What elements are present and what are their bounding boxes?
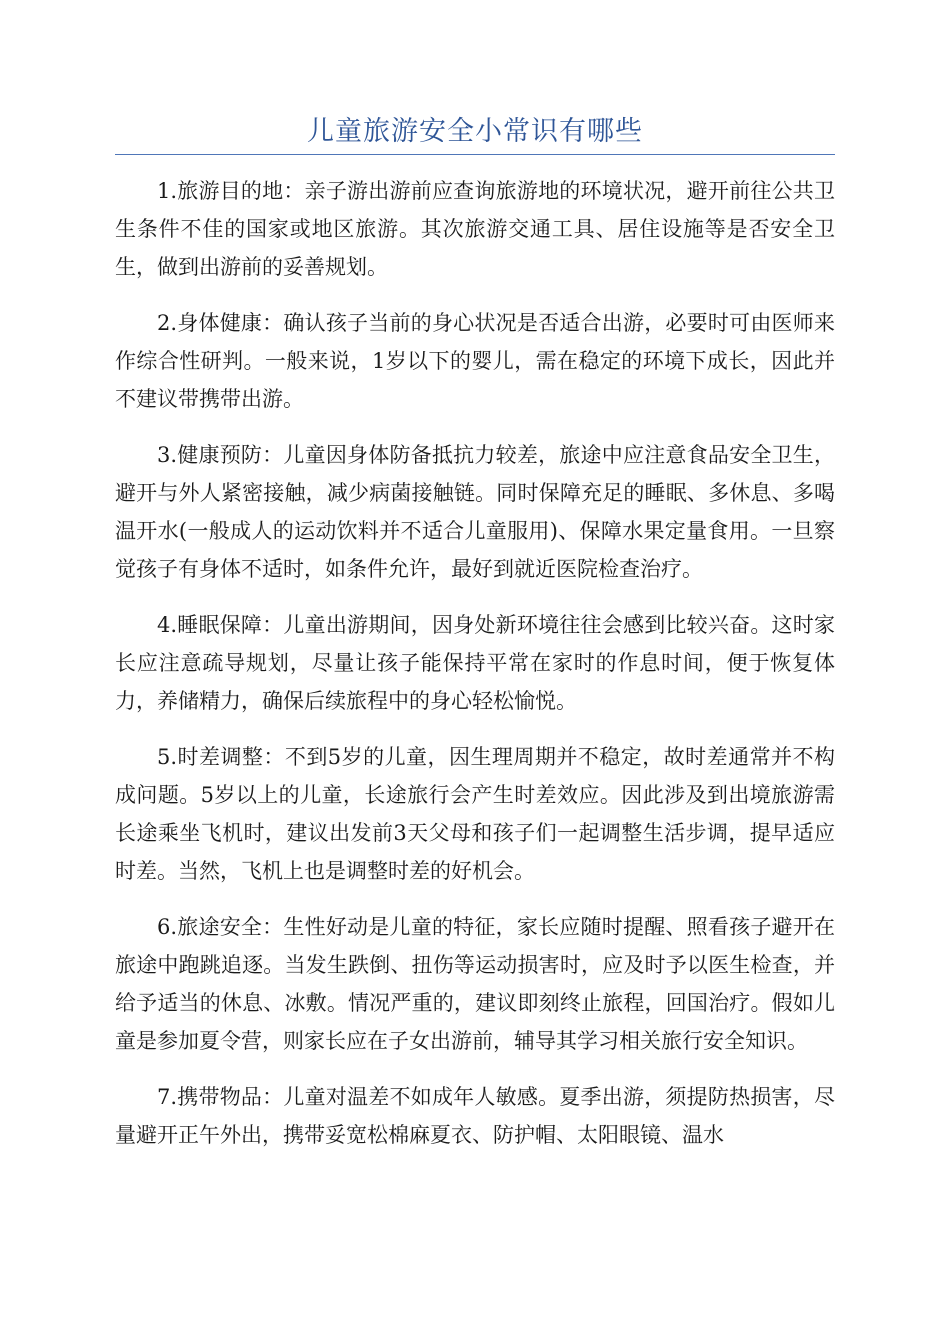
document-title: 儿童旅游安全小常识有哪些: [307, 116, 643, 147]
paragraph-health: 2.身体健康：确认孩子当前的身心状况是否适合出游，必要时可由医师来作综合性研判。一般来说，1岁以下的婴儿，需在稳定的环境下成长，因此并不建议带携带出游。: [115, 311, 835, 411]
document-body: [115, 172, 835, 1172]
paragraph-safety: 6.旅途安全：生性好动是儿童的特征，家长应随时提醒、照看孩子避开在旅途中跑跳追逐。当发生跌倒、扭伤等运动损害时，应及时予以医生检查，并给予适当的休息、冰敷。情况严重的，建议即刻终止旅程，回国治疗。假如儿童是参加夏令营，则家长应在子女出游前，辅导其学习相关旅行安全知识。: [115, 915, 835, 1053]
paragraph-jetlag: 5.时差调整：不到5岁的儿童，因生理周期并不稳定，故时差通常并不构成问题。5岁以上的儿童，长途旅行会产生时差效应。因此涉及到出境旅游需长途乘坐飞机时，建议出发前3天父母和孩子们一起调整生活步调，提早适应时差。当然，飞机上也是调整时差的好机会。: [115, 745, 835, 883]
paragraph-destination: 1.旅游目的地：亲子游出游前应查询旅游地的环境状况，避开前往公共卫生条件不佳的国家或地区旅游。其次旅游交通工具、居住设施等是否安全卫生，做到出游前的妥善规划。: [115, 179, 835, 279]
paragraph-sleep: 4.睡眠保障：儿童出游期间，因身处新环境往往会感到比较兴奋。这时家长应注意疏导规划，尽量让孩子能保持平常在家时的作息时间，便于恢复体力，养储精力，确保后续旅程中的身心轻松愉悦。: [115, 613, 835, 713]
title-underline: [115, 154, 835, 155]
paragraph-items: 7.携带物品：儿童对温差不如成年人敏感。夏季出游，须提防热损害，尽量避开正午外出，携带妥宽松棉麻夏衣、防护帽、太阳眼镜、温水: [115, 1085, 835, 1147]
paragraph-prevention: 3.健康预防：儿童因身体防备抵抗力较差，旅途中应注意食品安全卫生，避开与外人紧密接触，减少病菌接触链。同时保障充足的睡眠、多休息、多喝温开水(一般成人的运动饮料并不适合儿童服用)、保障水果定量食用。一旦察觉孩子有身体不适时，如条件允许，最好到就近医院检查治疗。: [115, 443, 835, 581]
